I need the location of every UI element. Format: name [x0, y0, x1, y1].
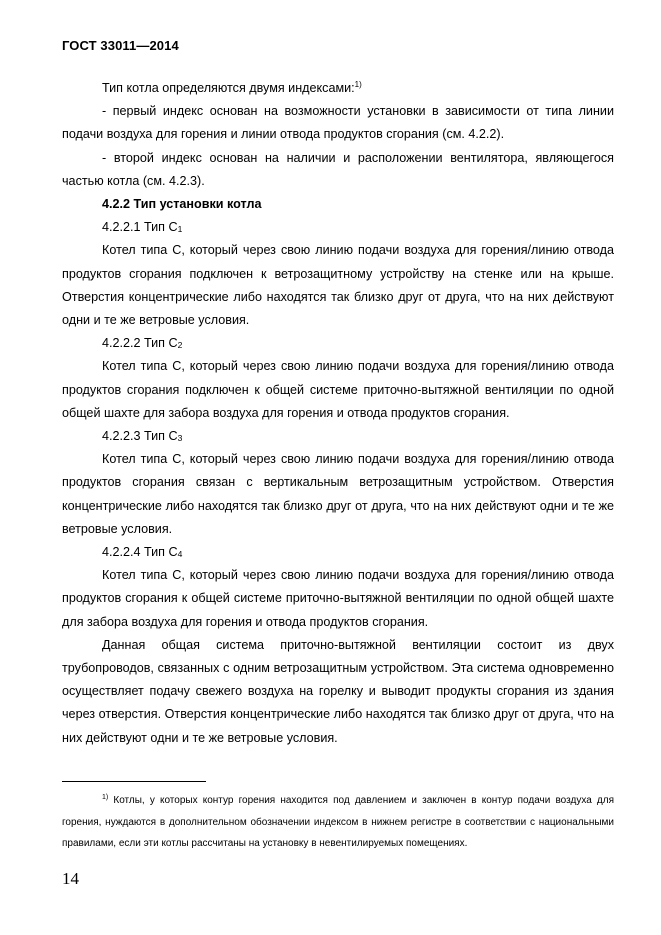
index2-paragraph: - второй индекс основан на наличии и расположении вентилятора, являющегося частью котла (см. 4.2.3).: [62, 150, 614, 188]
c2-label: 4.2.2.2 Тип $C_2$: [102, 336, 183, 351]
c4-text: Котел типа C, который через свою линию подачи воздуха для горения/линию отвода продуктов сгорания к общей системе приточно-вытяжной вентиляции по одной общей шахте для забора воздуха для горения и отвода продуктов сгорания.: [62, 568, 614, 629]
c2-text: Котел типа C, который через свою линию подачи воздуха для горения/линию отвода продуктов сгорания подключен к общей системе приточно-вытяжной вентиляции по одной общей шахте для забора воздуха для горения и отвода продуктов сгорания.: [62, 359, 614, 420]
c4-text-continued: Данная общая система приточно-вытяжной вентиляции состоит из двух трубопроводов, связанных с одним ветрозащитным устройством. Эта система одновременно осуществляет подачу свежего воздуха на горелку и выводит продукты сгорания из здания через отверстия. Отверстия концентрические либо находятся так близко друг от друга, что на них действуют одни и те же ветровые условия.: [62, 637, 614, 745]
section-heading: 4.2.2 Тип установки котла: [102, 197, 262, 212]
c4-label: 4.2.2.4 Тип $C_4$: [102, 545, 183, 560]
document-header: ГОСТ 33011—2014: [62, 38, 179, 53]
c1-text: Котел типа C, который через свою линию подачи воздуха для горения/линию отвода продуктов сгорания подключен к ветрозащитному устройству на стенке или на крыше. Отверстия концентрические либо находятся так близко друг от друга, что на них действуют одни и те же ветровые условия.: [62, 243, 614, 328]
footnote-mark: 1): [102, 794, 109, 801]
c3-label: 4.2.2.3 Тип $C_3$: [102, 429, 183, 444]
footnote: [62, 790, 614, 855]
c3-text: Котел типа C, который через свою линию подачи воздуха для горения/линию отвода продуктов сгорания связан с вертикальным ветрозащитным устройством. Отверстия концентрические либо находятся так близко друг от друга, что на них действуют одни и те же ветровые условия.: [62, 452, 614, 536]
main-content: [62, 77, 614, 750]
index1-paragraph: - первый индекс основан на возможности установки в зависимости от типа линии подачи воздуха для горения и линии отвода продуктов сгорания (см. 4.2.2).: [62, 104, 614, 142]
page-number: 14: [62, 869, 79, 888]
footnote-text: Котлы, у которых контур горения находится под давлением и заключен в контур подачи воздуха для горения, нуждаются в дополнительном обозначении индексом в нижнем регистре в соответствии с национальными правилами, если эти котлы рассчитаны на установку в невентилируемых помещениях.: [62, 795, 614, 849]
footnote-divider: [62, 781, 206, 782]
c1-label: 4.2.2.1 Тип $C_1$: [102, 220, 183, 235]
footnote-reference[interactable]: 1): [354, 80, 362, 89]
intro-paragraph: Тип котла определяются двумя индексами:$^{1)}$: [102, 80, 362, 95]
